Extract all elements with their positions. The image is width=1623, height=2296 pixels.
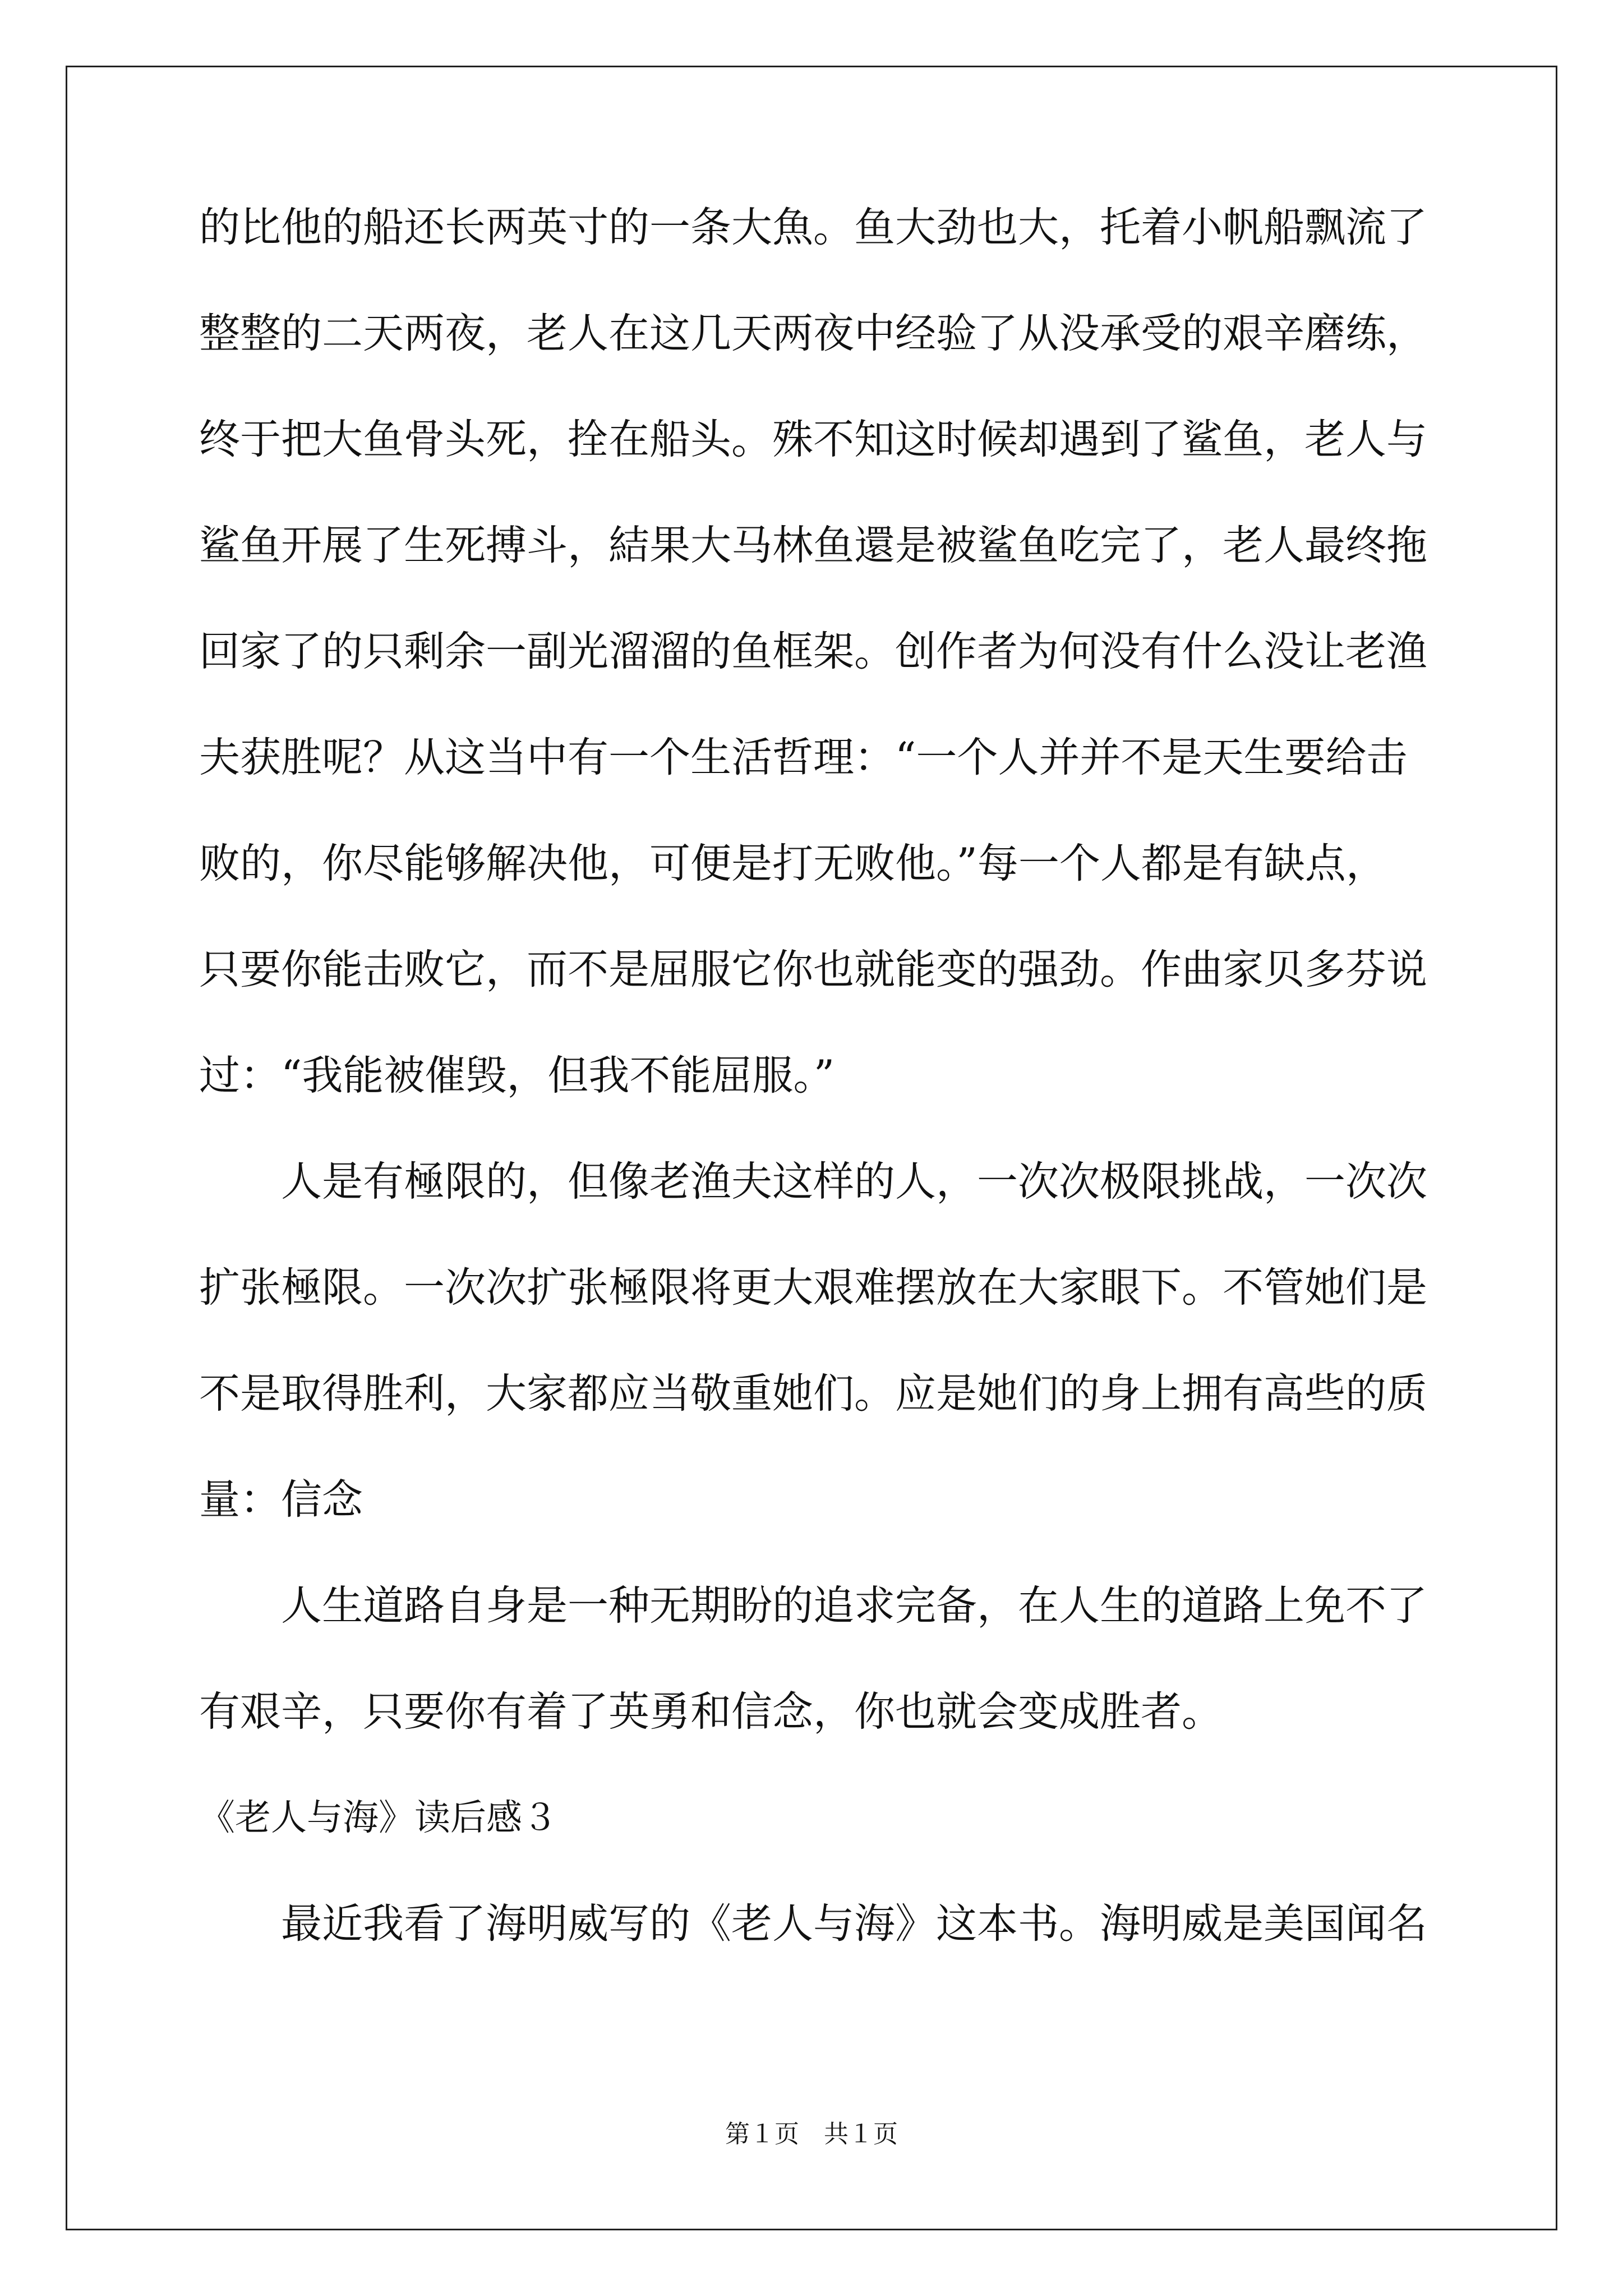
page-footer: 第１页 共１页 xyxy=(725,2120,898,2148)
paragraph-line: 鲨鱼开展了生死搏斗，結果大马林鱼還是被鲨鱼吃完了，老人最终拖 xyxy=(199,522,1427,569)
paragraph-line: 整整的二天两夜，老人在这几天两夜中经验了从没承受的艰辛磨练， xyxy=(199,310,1427,357)
paragraph-line: 有艰辛，只要你有着了英勇和信念，你也就会变成胜者。 xyxy=(199,1688,1223,1736)
paragraph-line: 过：“我能被催毁，但我不能屈服。” xyxy=(199,1052,835,1099)
paragraph-line: 扩张極限。一次次扩张極限将更大艰难摆放在大家眼下。不管她们是 xyxy=(199,1264,1427,1312)
paragraph-line: 回家了的只剩余一副光溜溜的鱼框架。创作者为何没有什么没让老渔 xyxy=(199,628,1427,675)
section-heading: 《老人与海》读后感３ xyxy=(199,1797,558,1839)
paragraph-line: 最近我看了海明威写的《老人与海》这本书。海明威是美国闻名 xyxy=(281,1900,1427,1948)
paragraph-line: 不是取得胜利，大家都应当敬重她们。应是她们的身上拥有高些的质 xyxy=(199,1370,1427,1418)
paragraph-line: 夫获胜呢？从这当中有一个生活哲理：“一个人并并不是天生要给击 xyxy=(199,734,1408,781)
paragraph-line: 人是有極限的，但像老渔夫这样的人，一次次极限挑战，一次次 xyxy=(281,1158,1427,1205)
paragraph-line: 败的，你尽能够解决他，可便是打无败他。”每一个人都是有缺点， xyxy=(199,840,1387,887)
paragraph-line: 终于把大鱼骨头死，拴在船头。殊不知这时候却遇到了鲨鱼，老人与 xyxy=(199,416,1427,463)
paragraph-line: 量：信念 xyxy=(199,1476,363,1524)
paragraph-line: 的比他的船还长两英寸的一条大魚。鱼大劲也大，托着小帆船飘流了 xyxy=(199,204,1427,251)
paragraph-line: 只要你能击败它，而不是屈服它你也就能变的强劲。作曲家贝多芬说 xyxy=(199,946,1427,993)
paragraph-line: 人生道路自身是一种无期盼的追求完备，在人生的道路上免不了 xyxy=(281,1582,1427,1630)
